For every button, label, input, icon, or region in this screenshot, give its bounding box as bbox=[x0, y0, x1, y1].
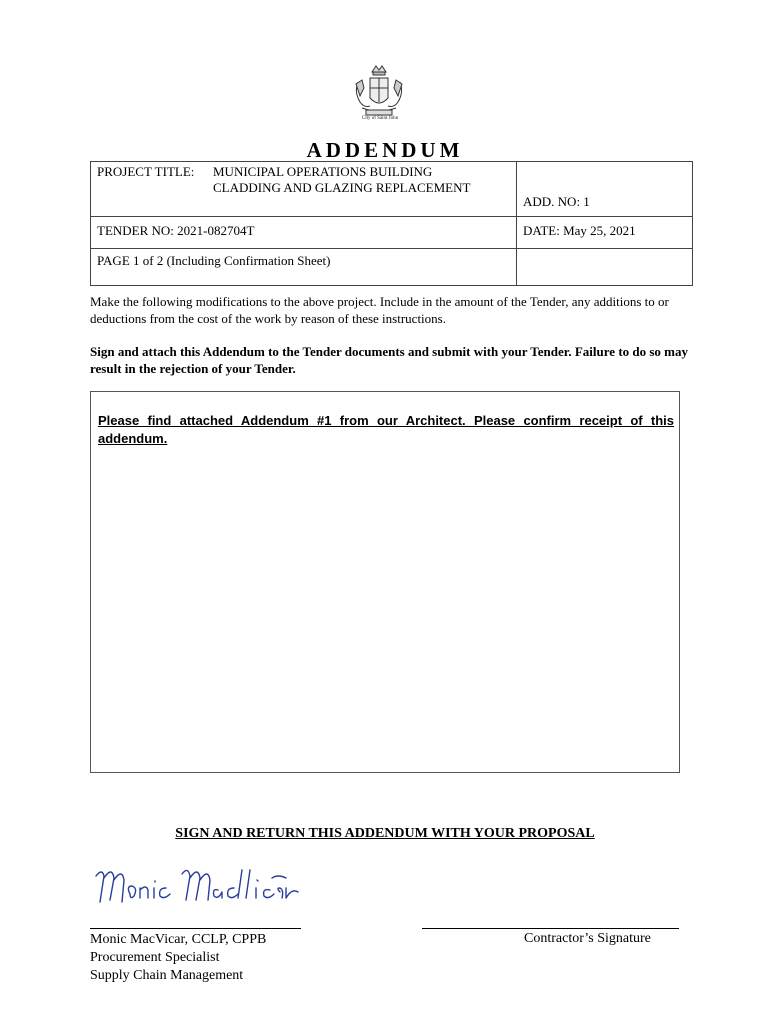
instructions-paragraph: Make the following modifications to the above project. Include in the amount of the Tender, any additions to or deductions from the cost of the work by reason of these instructions. bbox=[90, 294, 669, 326]
contractor-signature-line bbox=[422, 928, 679, 929]
signer-block bbox=[90, 931, 266, 985]
warning-paragraph: Sign and attach this Addendum to the Tender documents and submit with your Tender. Failure to do so may result in the rejection of your Tender. bbox=[90, 344, 689, 376]
document-title: ADDENDUM bbox=[306, 138, 464, 162]
project-info-table bbox=[90, 161, 693, 286]
signer-signature-line bbox=[90, 928, 301, 929]
project-title-line1: MUNICIPAL OPERATIONS BUILDING bbox=[213, 164, 433, 179]
project-title-label: PROJECT TITLE: bbox=[97, 164, 195, 179]
project-title-cell bbox=[91, 162, 517, 217]
signer-name: Monic MacVicar, CCLP, CPPB bbox=[90, 932, 267, 947]
crest-caption: City of Saint John bbox=[361, 116, 399, 121]
handwritten-signature bbox=[92, 858, 302, 918]
city-crest-logo bbox=[348, 62, 410, 124]
date-cell: DATE: May 25, 2021 bbox=[517, 217, 693, 249]
page-count-cell: PAGE 1 of 2 (Including Confirmation Sheet) bbox=[91, 249, 517, 286]
signer-department: Supply Chain Management bbox=[90, 968, 244, 983]
addendum-content-text: Please find attached Addendum #1 from our Architect. Please confirm receipt of this addendum. bbox=[98, 413, 674, 446]
project-title-line2: CLADDING AND GLAZING REPLACEMENT bbox=[213, 180, 471, 195]
sign-return-heading: SIGN AND RETURN THIS ADDENDUM WITH YOUR PROPOSAL bbox=[175, 826, 595, 841]
contractor-signature-label: Contractor’s Signature bbox=[524, 931, 651, 946]
addendum-content-box bbox=[90, 391, 680, 773]
signer-title: Procurement Specialist bbox=[90, 950, 220, 965]
add-no-cell: ADD. NO: 1 bbox=[517, 162, 693, 217]
tender-no-cell: TENDER NO: 2021-082704T bbox=[91, 217, 517, 249]
empty-cell bbox=[517, 249, 693, 286]
